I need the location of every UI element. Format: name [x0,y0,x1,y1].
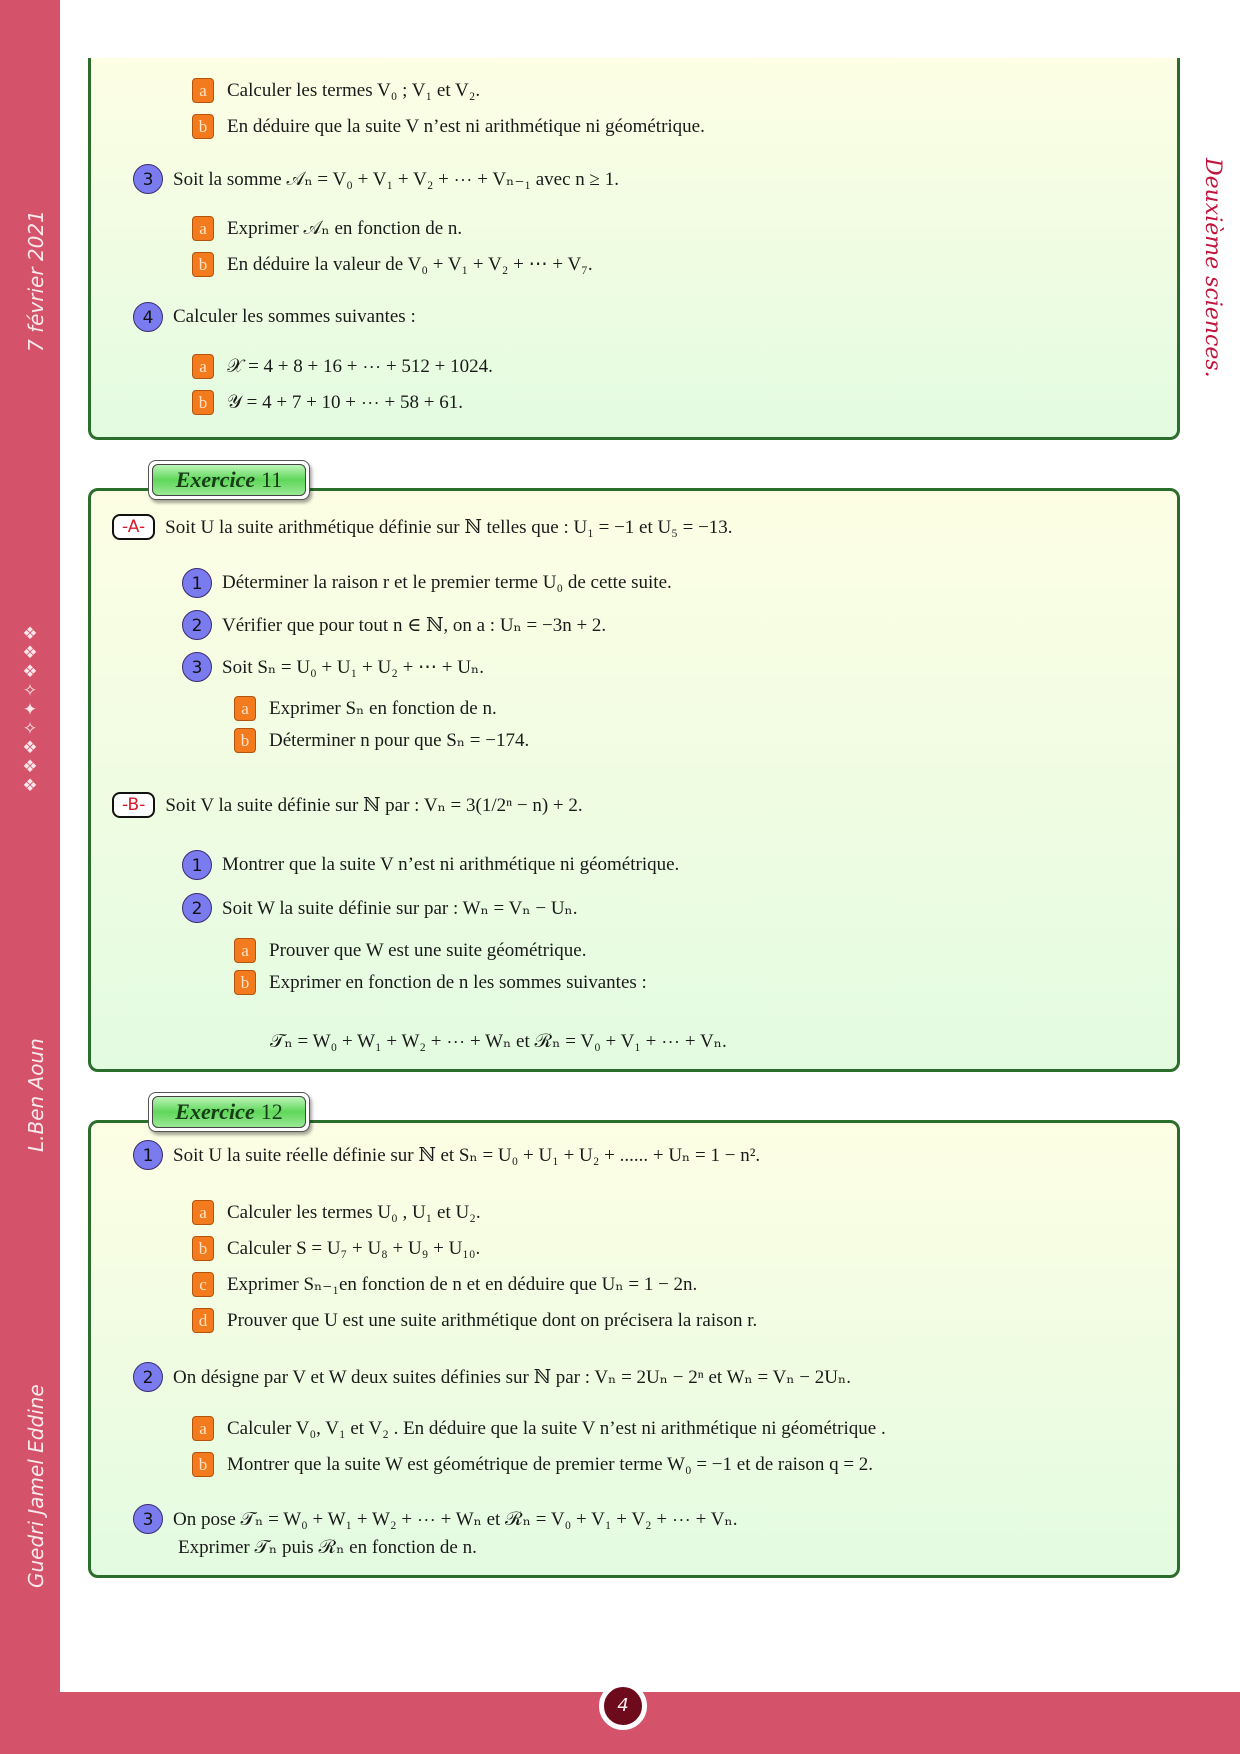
exercise-12-title: Exercice 12 [148,1092,310,1132]
letter-badge: b [234,970,256,995]
number-badge: 2 [182,610,212,640]
part-a-statement: -A- Soit U la suite arithmétique définie sur ℕ telles que : U₁ = −1 et U₅ = −13. [112,514,733,540]
number-badge: 1 [182,568,212,598]
number-badge: 2 [133,1362,163,1392]
number-badge: 3 [133,164,163,194]
question-a2: 2 Vérifier que pour tout n ∈ ℕ, on a : Uₙ = −3n + 2. [182,610,606,640]
question-4a: a 𝒳 = 4 + 8 + 16 + ⋯ + 512 + 1024. [192,354,493,379]
question-1c: c Exprimer Sₙ₋₁en fonction de n et en déduire que Uₙ = 1 − 2n. [192,1272,697,1297]
question-b2a: a Prouver que W est une suite géométrique. [234,938,586,963]
exercise-11-title: Exercice 11 [148,460,310,500]
letter-badge: b [192,1236,214,1261]
ornament-icon: ✧ [22,719,38,738]
question-1a: a Calculer les termes U₀ , U₁ et U₂. [192,1200,481,1225]
letter-badge: c [192,1272,214,1297]
ornament-icon: ✦ [22,700,38,719]
question-a1: 1 Déterminer la raison r et le premier terme U₀ de cette suite. [182,568,672,598]
ornament-icon: ✧ [22,681,38,700]
class-title: Deuxième sciences. [1200,158,1225,378]
part-label: -B- [112,792,155,818]
question-2: 2 On désigne par V et W deux suites définies sur ℕ par : Vₙ = 2Uₙ − 2ⁿ et Wₙ = Vₙ − 2Uₙ. [133,1362,851,1392]
ornament-column [18,624,42,795]
question-2a: a Calculer V₀, V₁ et V₂ . En déduire que la suite V n’est ni arithmétique ni géométrique . [192,1416,886,1441]
question-b2b: b Exprimer en fonction de n les sommes suivantes : [234,970,647,995]
question-1: 1 Soit U la suite réelle définie sur ℕ et Sₙ = U₀ + U₁ + U₂ + ...... + Uₙ = 1 − n². [133,1140,760,1170]
question-a3: 3 Soit Sₙ = U₀ + U₁ + U₂ + ⋯ + Uₙ. [182,652,484,682]
ornament-icon: ❖ [22,662,38,681]
letter-badge: a [192,78,214,103]
date-label: 7 février 2021 [24,210,48,352]
question-3b: b En déduire la valeur de V₀ + V₁ + V₂ + ⋯ + V₇. [192,252,593,277]
letter-badge: a [192,216,214,241]
ornament-icon: ❖ [22,757,38,776]
question-1b: b Calculer S = U₇ + U₈ + U₉ + U₁₀. [192,1236,480,1261]
letter-badge: b [192,114,214,139]
page-number: 4 [599,1682,647,1730]
question-3-continued: Exprimer 𝒯ₙ puis ℛₙ en fonction de n. [178,1537,477,1558]
question-4b: b 𝒴 = 4 + 7 + 10 + ⋯ + 58 + 61. [192,390,463,415]
question-2b: b En déduire que la suite V n’est ni arithmétique ni géométrique. [192,114,705,139]
ornament-icon: ❖ [22,643,38,662]
number-badge: 4 [133,302,163,332]
letter-badge: b [192,1452,214,1477]
question-1d: d Prouver que U est une suite arithmétique dont on précisera la raison r. [192,1308,757,1333]
part-label: -A- [112,514,155,540]
sums-formula: 𝒯ₙ = W₀ + W₁ + W₂ + ⋯ + Wₙ et ℛₙ = V₀ + V₁ + ⋯ + Vₙ. [270,1031,727,1052]
question-b1: 1 Montrer que la suite V n’est ni arithmétique ni géométrique. [182,850,679,880]
letter-badge: a [192,1200,214,1225]
ornament-icon: ❖ [22,776,38,795]
letter-badge: b [234,728,256,753]
number-badge: 2 [182,893,212,923]
number-badge: 1 [133,1140,163,1170]
letter-badge: a [234,938,256,963]
question-3a: a Exprimer 𝒜ₙ en fonction de n. [192,216,462,241]
author-guedri: Guedri Jamel Eddine [24,1384,48,1588]
part-b-statement: -B- Soit V la suite définie sur ℕ par : Vₙ = 3(1/2ⁿ − n) + 2. [112,792,583,818]
question-b2: 2 Soit W la suite définie sur par : Wₙ = Vₙ − Uₙ. [182,893,578,923]
letter-badge: a [192,354,214,379]
number-badge: 3 [133,1504,163,1534]
letter-badge: a [234,696,256,721]
question-3: 3 Soit la somme 𝒜ₙ = V₀ + V₁ + V₂ + ⋯ + Vₙ₋₁ avec n ≥ 1. [133,164,619,194]
number-badge: 3 [182,652,212,682]
question-2a: a Calculer les termes V₀ ; V₁ et V₂. [192,78,480,103]
ornament-icon: ❖ [22,738,38,757]
letter-badge: d [192,1308,214,1333]
question-4: 4 Calculer les sommes suivantes : [133,302,416,332]
letter-badge: a [192,1416,214,1441]
question-3: 3 On pose 𝒯ₙ = W₀ + W₁ + W₂ + ⋯ + Wₙ et ℛₙ = V₀ + V₁ + V₂ + ⋯ + Vₙ. [133,1504,737,1534]
question-2b: b Montrer que la suite W est géométrique de premier terme W₀ = −1 et de raison q = 2. [192,1452,873,1477]
letter-badge: b [192,390,214,415]
question-a3a: a Exprimer Sₙ en fonction de n. [234,696,497,721]
question-a3b: b Déterminer n pour que Sₙ = −174. [234,728,529,753]
ornament-icon: ❖ [22,624,38,643]
author-ben-aoun: L.Ben Aoun [24,1038,48,1152]
letter-badge: b [192,252,214,277]
number-badge: 1 [182,850,212,880]
